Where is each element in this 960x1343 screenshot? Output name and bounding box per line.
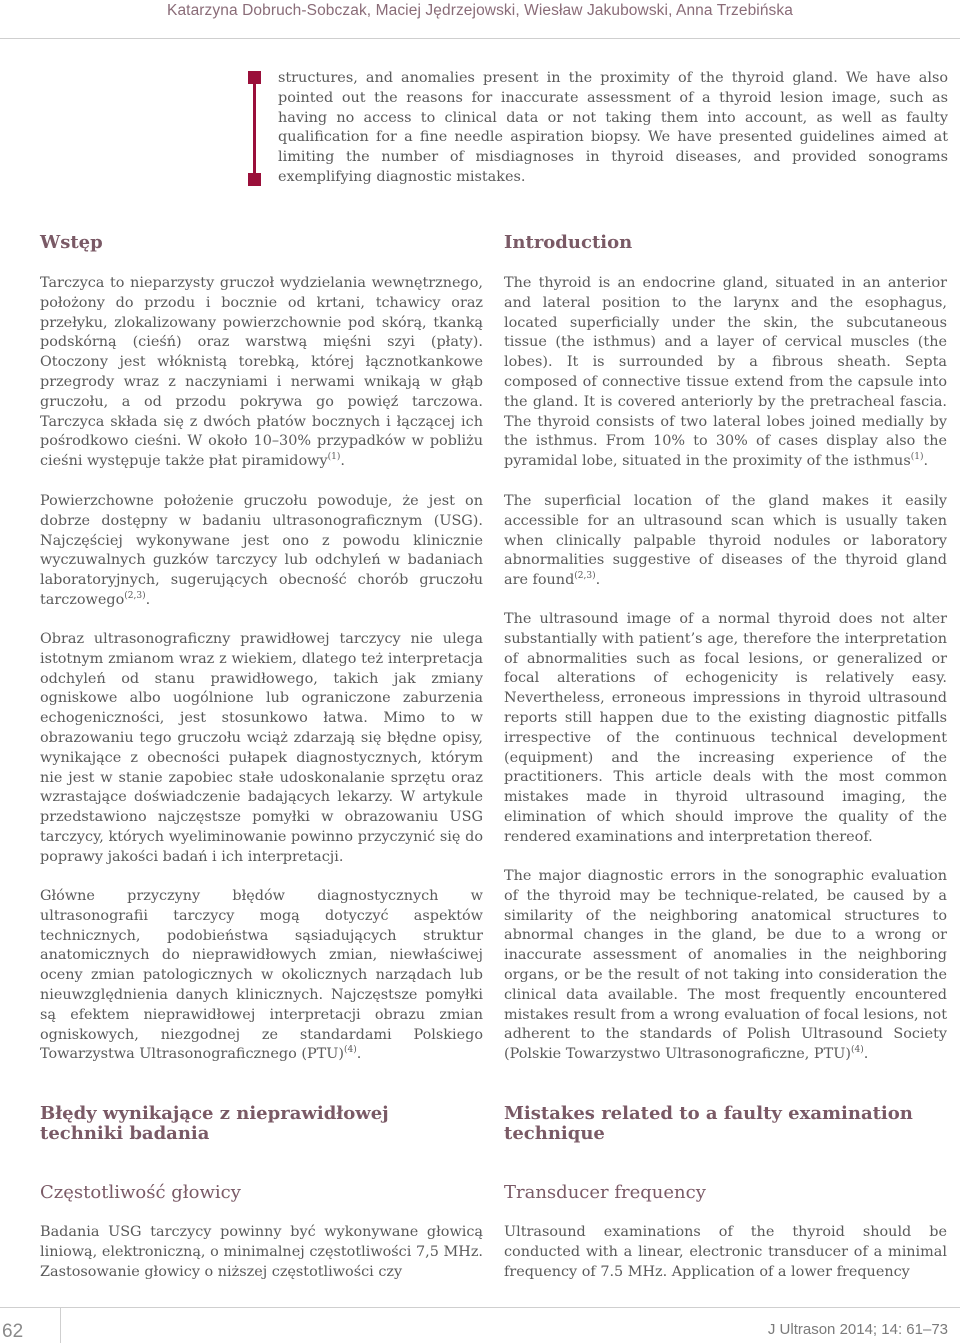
page-number: 62 xyxy=(2,1321,24,1342)
paragraph-pl-3: Obraz ultrasonograficzny prawidłowej tarczycy nie ulega istotnym zmianom wraz z wiekiem, dlatego też interpretacja odchyleń od stanu prawidłowego, takich jak zmiany ogniskowe albo uogólnione lub ograniczone zaburzenia echogeniczności, jest stosunkowo łatwa. Mimo to w obrazowaniu tego gruczołu wciąż zdarzają się błędne opisy, wynikające z obecności pułapek diagnostycznych, którym nie jest w stanie zapobiec stałe udoskonalanie sprzętu oraz wzrastające doświadczenie badających lekarzy. W artykule przedstawiono najczęstsze pomyłki w obrazowaniu USG tarczycy, których wyeliminowanie powinno przyczynić się do poprawy jakości badań i ich interpretacji. xyxy=(40,631,483,865)
footer-divider xyxy=(0,1307,960,1308)
running-header-authors: Katarzyna Dobruch-Sobczak, Maciej Jędrzejowski, Wiesław Jakubowski, Anna Trzebińska xyxy=(167,2,793,19)
intro-heading-pl: Wstęp xyxy=(40,232,103,253)
paragraph-pl-5: Badania USG tarczycy powinny być wykonywane głowicą liniową, elektroniczną, o minimalnej częstotliwości 7,5 MHz. Zastosowanie głowicy o niższej częstotliwości czy xyxy=(40,1224,483,1280)
paragraph-pl-2: Powierzchowne położenie gruczołu powoduje, że jest on dobrze dostępny w badaniu ultrasonograficznym (USG). Najczęściej wykonywane jest ono z powodu klinicznie wyczuwalnych guzków tarczycy lub odchyleń w badaniach laboratoryjnych, sugerujących obecność chorób gruczołu tarczowego$^{(2,3)}$. xyxy=(40,493,483,608)
paragraph-en-5: Ultrasound examinations of the thyroid should be conducted with a linear, electronic transducer of a minimal frequency of 7.5 MHz. Application of a lower frequency xyxy=(504,1224,947,1280)
paragraph-en-3: The ultrasound image of a normal thyroid does not alter substantially with patient’s age, therefore the interpretation of abnormalities such as focal lesions, or generalized or focal alterations of echogenicity is relatively easy. Nevertheless, erroneous impressions in thyroid ultrasound reports still happen due to the existing diagnostic pitfalls irrespective of the continuous technical development (equipment) and the increasing experience of the practitioners. This article deals with the most common mistakes made in thyroid ultrasound imaging, the elimination of which should improve the quality of the rendered examinations and interpretation thereof. xyxy=(504,611,947,845)
section-heading-en: Mistakes related to a faulty examination technique xyxy=(504,1103,913,1144)
paragraph-en-4: The major diagnostic errors in the sonographic evaluation of the thyroid may be technique-related, be caused by a similarity of the neighboring anatomical structures to abnormal changes in the gland, be due to a wrong or inaccurate assessment of anomalies in the neighboring organs, or be the result of not taking into consideration the clinical data available. The most frequently encountered mistakes result from a wrong evaluation of focal lesions, not adherent to the standards of Polish Ultrasound Society (Polskie Towarzystwo Ultrasonograficzne, PTU)$^{(4)}$. xyxy=(504,868,947,1063)
paragraph-pl-1: Tarczyca to nieparzysty gruczoł wydzielania wewnętrznego, położony do przodu i bocznie od krtani, tchawicy oraz przełyku, zlokalizowany powierzchownie pod skórą, tkanką podskórną (cieśń) oraz warstwą mięśni szyi (płaty). Otoczony jest włóknistą torebką, której łącznotkankowe przegrody wraz z naczyniami i nerwami wnikają w głąb gruczołu, a od przodu pokrywa go powięź tarczowa. Tarczyca składa się z dwóch płatów bocznych i łączącej ich pośrodkowo cieśni. W około 10–30% przypadków w pobliżu cieśni występuje także płat piramidowy$^{(1)}$. xyxy=(40,275,483,470)
abstract-accent-square-top xyxy=(248,71,261,84)
journal-citation: J Ultrason 2014; 14: 61–73 xyxy=(767,1321,948,1338)
subsection-heading-pl: Częstotliwość głowicy xyxy=(40,1182,241,1203)
footer-page-separator xyxy=(60,1307,61,1343)
abstract-accent-bar xyxy=(253,73,256,185)
paragraph-pl-4: Główne przyczyny błędów diagnostycznych w ultrasonografii tarczycy mogą dotyczyć aspektów technicznych, podobieństwa sąsiadujących struktur anatomicznych do nieprawidłowych zmian, niewłaściwej oceny zmian patologicznych w okolicznych narządach lub nieuwzględnienia danych klinicznych. Najczęstsze pomyłki są efektem nieprawidłowej interpretacji obrazu zmian ogniskowych, niezgodnej ze standardami Polskiego Towarzystwa Ultrasonograficznego (PTU)$^{(4)}$. xyxy=(40,888,483,1063)
abstract-accent-square-bottom xyxy=(248,173,261,186)
section-heading-pl: Błędy wynikające z nieprawidłowej techniki badania xyxy=(40,1103,389,1144)
paragraph-en-2: The superficial location of the gland makes it easily accessible for an ultrasound scan which is usually taken when clinically palpable thyroid nodules or laboratory abnormalities suggestive of diseases of the thyroid gland are found$^{(2,3)}$. xyxy=(504,493,947,589)
header-divider xyxy=(0,38,960,39)
abstract-text: structures, and anomalies present in the proximity of the thyroid gland. We have also pointed out the reasons for inaccurate assessment of a thyroid lesion image, such as having no access to clinical data or not taking them into account, as well as faulty qualification for a fine needle aspiration biopsy. We have presented guidelines aimed at limiting the number of misdiagnoses in thyroid diseases, and provided sonograms exemplifying diagnostic mistakes. xyxy=(278,70,948,185)
subsection-heading-en: Transducer frequency xyxy=(504,1182,706,1203)
intro-heading-en: Introduction xyxy=(504,232,633,253)
paragraph-en-1: The thyroid is an endocrine gland, situated in an anterior and lateral position to the larynx and the esophagus, located superficially under the skin, the subcutaneous tissue (the isthmus) and a layer of cervical muscles (the lobes). It is surrounded by a fibrous sheath. Septa composed of connective tissue extend from the capsule into the gland. It is covered anteriorly by the pretracheal fascia. The thyroid consists of two lateral lobes joined medially by the isthmus. From 10% to 30% of cases display also the pyramidal lobe, situated in the proximity of the isthmus$^{(1)}$. xyxy=(504,275,947,470)
